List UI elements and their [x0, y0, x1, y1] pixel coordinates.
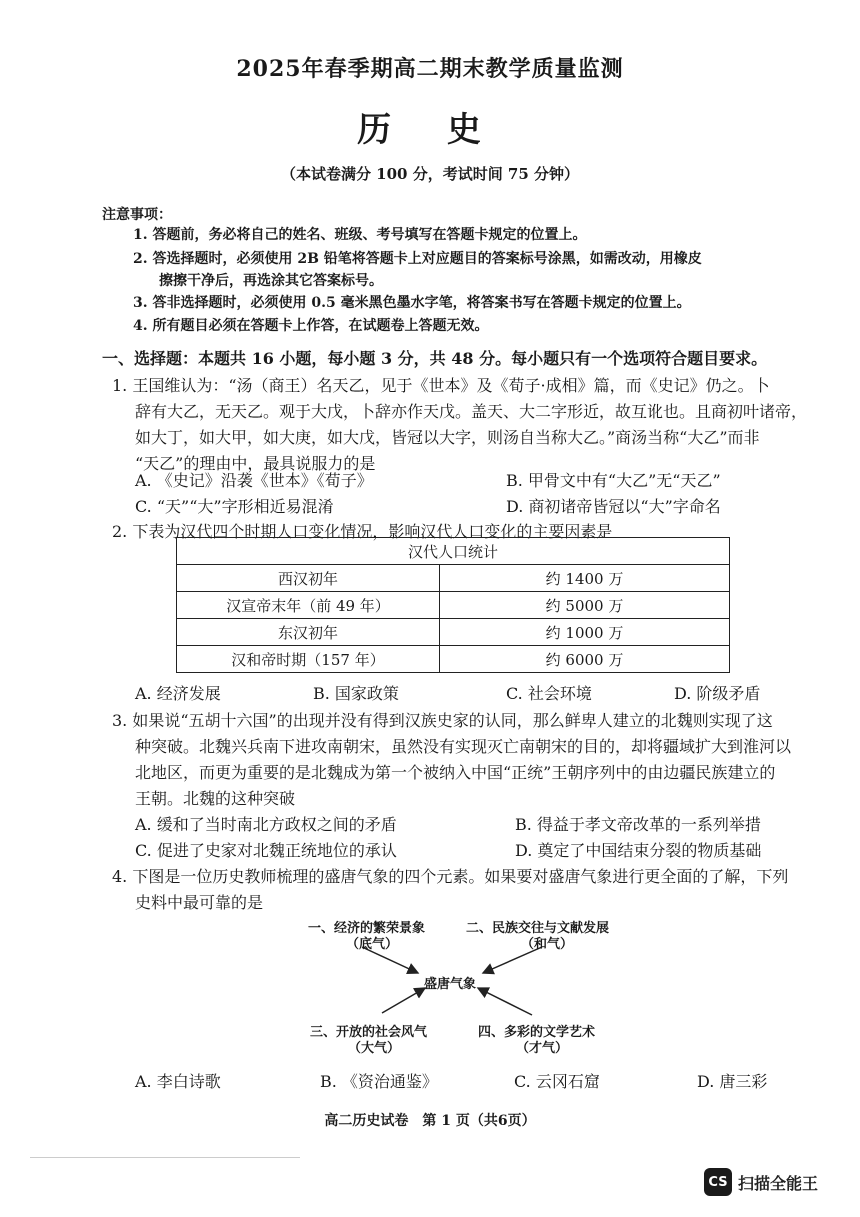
q4-option-b: B. 《资治通鉴》 — [320, 1072, 438, 1091]
q3-line: 王朝。北魏的这种突破 — [135, 789, 296, 808]
q2-option-a: A. 经济发展 — [135, 684, 221, 703]
exam-info: （本试卷满分 100 分，考试时间 75 分钟） — [280, 165, 580, 183]
tang-diagram — [300, 915, 640, 1055]
notice-item: 3. 答非选择题时，必须使用 0.5 毫米黑色墨水字笔，将答案书写在答题卡规定的位置上。 — [133, 295, 691, 311]
page-footer: 高二历史试卷 第 1 页（共6页） — [324, 1113, 536, 1129]
population-cell: 约 6000 万 — [440, 646, 730, 673]
diagram-node-2: 二、民族交往与文献发展 — [466, 921, 610, 936]
diagram-node-1-sub: （底气） — [346, 937, 399, 952]
q4-option-a: A. 李白诗歌 — [135, 1072, 221, 1091]
q4-option-d: D. 唐三彩 — [697, 1072, 768, 1091]
notice-item: 1. 答题前，务必将自己的姓名、班级、考号填写在答题卡规定的位置上。 — [133, 227, 587, 243]
q3-line: 北地区，而更为重要的是北魏成为第一个被纳入中国“正统”王朝序列中的由边疆民族建立的 — [135, 763, 776, 782]
diagram-node-4-sub: （才气） — [516, 1041, 569, 1056]
diagram-node-1: 一、经济的繁荣景象 — [308, 921, 426, 936]
table-title: 汉代人口统计 — [177, 538, 730, 565]
q3-option-b: B. 得益于孝文帝改革的一系列举措 — [515, 815, 761, 834]
q3-option-a: A. 缓和了当时南北方政权之间的矛盾 — [135, 815, 397, 834]
q1-option-b: B. 甲骨文中有“大乙”无“天乙” — [506, 471, 721, 490]
population-cell: 约 5000 万 — [440, 592, 730, 619]
section-heading: 一、选择题：本题共 16 小题，每小题 3 分，共 48 分。每小题只有一个选项符合题目要求。 — [102, 349, 768, 368]
q4-line: 史料中最可靠的是 — [135, 893, 264, 912]
scanner-watermark — [704, 1168, 818, 1196]
watermark-text: 扫描全能王 — [738, 1173, 819, 1193]
table-row — [177, 646, 730, 673]
q2-stem: 2. 下表为汉代四个时期人口变化情况，影响汉代人口变化的主要因素是 — [112, 522, 613, 541]
diagram-node-4: 四、多彩的文学艺术 — [478, 1025, 596, 1040]
notice-item: 擦擦干净后，再选涂其它答案标号。 — [159, 273, 383, 289]
q4-option-c: C. 云冈石窟 — [514, 1072, 600, 1091]
period-cell: 西汉初年 — [177, 565, 440, 592]
q4-line: 4. 下图是一位历史教师梳理的盛唐气象的四个元素。如果要对盛唐气象进行更全面的了解，下列 — [112, 867, 789, 886]
footer-divider — [30, 1157, 300, 1158]
notice-item: 2. 答选择题时，必须使用 2B 铅笔将答题卡上对应题目的答案标号涂黑，如需改动，用橡皮 — [133, 251, 702, 267]
population-cell: 约 1000 万 — [440, 619, 730, 646]
q2-option-c: C. 社会环境 — [506, 684, 592, 703]
population-table — [176, 537, 730, 673]
q1-option-c: C. “天”“大”字形相近易混淆 — [135, 497, 334, 516]
q3-line: 3. 如果说“五胡十六国”的出现并没有得到汉族史家的认同，那么鲜卑人建立的北魏则实现了这 — [112, 711, 773, 730]
period-cell: 东汉初年 — [177, 619, 440, 646]
diagram-center: 盛唐气象 — [424, 977, 477, 992]
period-cell: 汉宣帝末年（前 49 年） — [177, 592, 440, 619]
q1-option-a: A. 《史记》沿袭《世本》《荀子》 — [135, 471, 373, 490]
population-cell: 约 1400 万 — [440, 565, 730, 592]
table-row — [177, 592, 730, 619]
table-row — [177, 565, 730, 592]
period-cell: 汉和帝时期（157 年） — [177, 646, 440, 673]
q1-line: 辞有大乙，无天乙。观于大戊，卜辞亦作天戊。盖天、大二字形近，故互讹也。且商初叶诸帝， — [135, 402, 808, 421]
q3-line: 种突破。北魏兴兵南下进攻南朝宋，虽然没有实现灭亡南朝宋的目的，却将疆域扩大到淮河以 — [135, 737, 792, 756]
arrow-4 — [478, 988, 532, 1015]
arrow-3 — [382, 988, 425, 1013]
q1-option-d: D. 商初诸帝皆冠以“大”字命名 — [506, 497, 721, 516]
diagram-node-2-sub: （和气） — [521, 937, 574, 952]
q1-line: “天乙”的理由中，最具说服力的是 — [135, 454, 376, 473]
exam-title: 2025年春季期高二期末教学质量监测 — [236, 56, 624, 82]
q2-option-d: D. 阶级矛盾 — [674, 684, 761, 703]
diagram-node-3: 三、开放的社会风气 — [310, 1025, 428, 1040]
q1-line: 1. 王国维认为：“汤（商王）名天乙，见于《世本》及《荀子·成相》篇，而《史记》仍之。卜 — [112, 376, 770, 395]
q3-option-d: D. 奠定了中国结束分裂的物质基础 — [515, 841, 762, 860]
q1-line: 如大丁，如大甲，如大庚，如大戊，皆冠以大字，则汤自当称大乙。”商汤当称“大乙”而非 — [135, 428, 760, 447]
notice-heading: 注意事项： — [102, 207, 172, 223]
diagram-node-3-sub: （大气） — [348, 1041, 401, 1056]
q3-option-c: C. 促进了史家对北魏正统地位的承认 — [135, 841, 397, 860]
subject-title: 历 史 — [357, 110, 503, 150]
q2-option-b: B. 国家政策 — [313, 684, 399, 703]
camscanner-logo-icon: CS — [704, 1168, 732, 1196]
notice-item: 4. 所有题目必须在答题卡上作答，在试题卷上答题无效。 — [133, 318, 489, 334]
table-row — [177, 619, 730, 646]
